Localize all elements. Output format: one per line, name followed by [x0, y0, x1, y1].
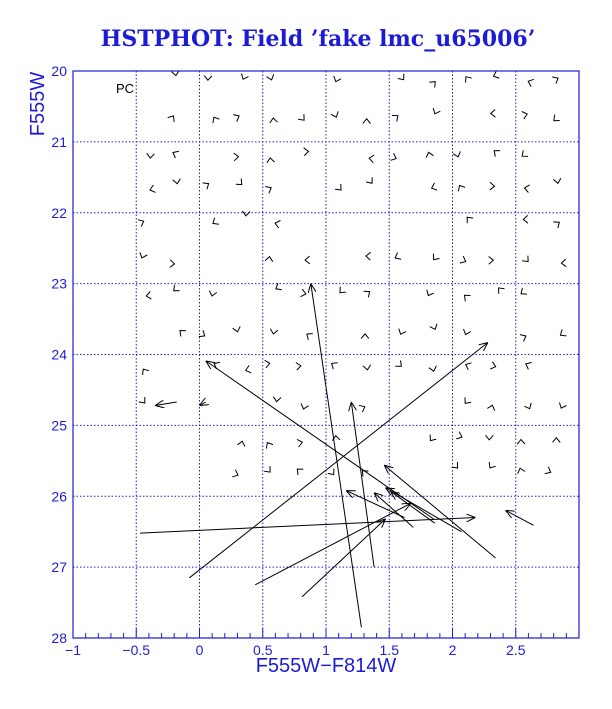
field-vector [487, 405, 494, 411]
field-vector [340, 287, 346, 293]
field-vector [392, 116, 398, 122]
field-vector [490, 362, 496, 369]
field-vector [523, 215, 528, 223]
field-vector [490, 182, 495, 190]
field-vector [334, 76, 341, 82]
field-vector [464, 329, 471, 335]
field-vector [213, 218, 219, 225]
field-vector [170, 260, 175, 268]
field-vector [267, 158, 275, 163]
field-vector [140, 252, 147, 258]
field-vector [494, 71, 500, 78]
y-tick-label: 27 [51, 559, 67, 576]
x-tick-label: 0 [195, 642, 204, 658]
field-vector [460, 256, 466, 263]
y-tick-label: 28 [51, 630, 67, 646]
data-arrow [351, 402, 374, 567]
field-vector [265, 257, 273, 262]
field-vector [395, 360, 401, 366]
x-tick-label: −1 [65, 642, 81, 658]
field-vector [553, 222, 559, 228]
field-vector [304, 148, 309, 156]
y-tick-label: 24 [51, 346, 67, 363]
y-axis [51, 63, 67, 646]
field-vector [237, 441, 245, 446]
field-vector [552, 77, 558, 84]
field-vector [301, 289, 306, 297]
field-vector [273, 397, 281, 402]
chart-title: HSTPHOT: Field ’fake lmc_u65006’ [100, 26, 536, 52]
field-vector [458, 185, 465, 191]
field-vector [233, 327, 241, 332]
field-vector [489, 257, 494, 265]
data-arrow [386, 488, 462, 532]
x-tick-label: 1 [322, 642, 330, 658]
field-vector [366, 252, 371, 260]
field-vector [275, 221, 280, 229]
field-vector [298, 114, 304, 120]
field-vector [214, 362, 220, 369]
field-vector [467, 217, 473, 223]
field-vector [138, 220, 144, 227]
data-arrow [189, 343, 488, 578]
field-vector [213, 117, 220, 123]
field-vector [146, 292, 151, 300]
field-vector [267, 74, 274, 80]
field-vector [456, 432, 462, 439]
field-vector [168, 116, 174, 122]
field-vector [494, 151, 500, 157]
field-vector [265, 360, 270, 368]
field-vector [524, 403, 531, 409]
field-vector [398, 74, 404, 80]
field-vector [301, 404, 308, 410]
field-vector [466, 77, 472, 83]
field-vector [521, 288, 527, 294]
field-vector [366, 177, 372, 183]
field-vector [560, 329, 566, 336]
field-vector [242, 74, 249, 80]
field-vector [465, 397, 471, 403]
data-arrow [506, 510, 534, 525]
field-vector [429, 366, 437, 371]
field-vector [429, 82, 435, 88]
field-vector [361, 334, 369, 339]
data-arrow [200, 402, 206, 406]
x-tick-label: 0.5 [253, 642, 273, 658]
data-arrow [384, 465, 495, 558]
field-vector [203, 183, 209, 189]
field-vector [395, 252, 401, 259]
field-vector [427, 290, 434, 296]
field-vector [466, 363, 472, 370]
field-vector [426, 152, 433, 157]
field-vector [391, 153, 397, 160]
field-vector [270, 118, 278, 123]
field-vector [433, 254, 439, 260]
field-vector [209, 291, 217, 296]
field-vector [359, 405, 365, 412]
field-vectors [138, 71, 567, 477]
y-tick-label: 25 [51, 417, 67, 434]
field-vector [559, 403, 566, 409]
y-tick-label: 21 [51, 133, 67, 150]
y-tick-label: 26 [51, 488, 67, 505]
field-vector [465, 295, 471, 301]
field-vector [246, 365, 252, 373]
field-vector [554, 115, 560, 121]
field-vector [545, 467, 551, 474]
field-vector [553, 438, 561, 443]
field-vector [297, 439, 302, 447]
field-vector [242, 211, 250, 216]
field-vector [266, 443, 273, 449]
field-vector [525, 185, 530, 193]
field-vector [486, 435, 494, 440]
field-vector [332, 363, 338, 369]
field-vector [173, 179, 181, 184]
field-vector [522, 112, 527, 120]
field-vector [180, 331, 186, 337]
field-vector [305, 256, 310, 264]
field-vector [270, 329, 278, 334]
field-vector [489, 462, 496, 468]
field-vector [150, 185, 156, 192]
field-vector [522, 150, 528, 156]
field-vector [369, 155, 374, 163]
field-vector [553, 178, 561, 183]
y-tick-label: 22 [51, 204, 67, 221]
field-vector [147, 153, 155, 158]
field-vector [517, 440, 525, 445]
field-vector [499, 288, 505, 294]
x-tick-label: 2.5 [506, 642, 526, 658]
data-arrow [140, 518, 475, 534]
field-vector [520, 335, 526, 342]
field-vector [174, 285, 180, 291]
field-vector [430, 324, 437, 330]
x-axis [65, 628, 566, 658]
field-vector [452, 462, 458, 468]
x-axis-label: F555W−F814W [255, 655, 397, 677]
field-vector [234, 153, 239, 161]
data-arrow [255, 503, 411, 585]
pc-annotation: PC [116, 81, 135, 96]
field-vector [307, 334, 313, 340]
x-tick-label: 2 [448, 642, 457, 658]
field-vector [363, 119, 371, 124]
y-axis-label: F555W [27, 71, 49, 137]
field-vector [139, 397, 145, 403]
field-vector [335, 184, 341, 190]
field-vector [297, 469, 303, 475]
field-vector [430, 435, 436, 441]
field-vector [232, 470, 238, 477]
field-vector [561, 259, 566, 267]
data-arrow [155, 402, 177, 406]
field-vector [264, 466, 270, 472]
y-tick-label: 20 [51, 63, 67, 79]
field-vector [363, 365, 371, 370]
y-tick-label: 23 [51, 275, 67, 292]
field-vector [331, 111, 338, 117]
field-vector [296, 363, 301, 371]
field-vector [522, 256, 528, 262]
x-tick-label: −0.5 [122, 642, 151, 658]
field-vector [328, 469, 334, 475]
field-vector [233, 115, 239, 122]
field-vector [526, 362, 532, 369]
field-vector [432, 183, 438, 190]
field-vector [433, 108, 440, 114]
field-vector [491, 110, 496, 118]
field-vector [143, 369, 149, 375]
field-vector [453, 151, 460, 157]
field-vector [173, 151, 179, 158]
field-vector [399, 329, 406, 335]
field-vector [204, 76, 212, 81]
field-vector [265, 187, 271, 194]
field-vector [364, 291, 370, 297]
field-vector [528, 79, 534, 86]
x-tick-label: 1.5 [379, 642, 399, 658]
field-vector [518, 468, 525, 474]
field-vector [236, 179, 242, 185]
data-arrow [311, 284, 362, 628]
